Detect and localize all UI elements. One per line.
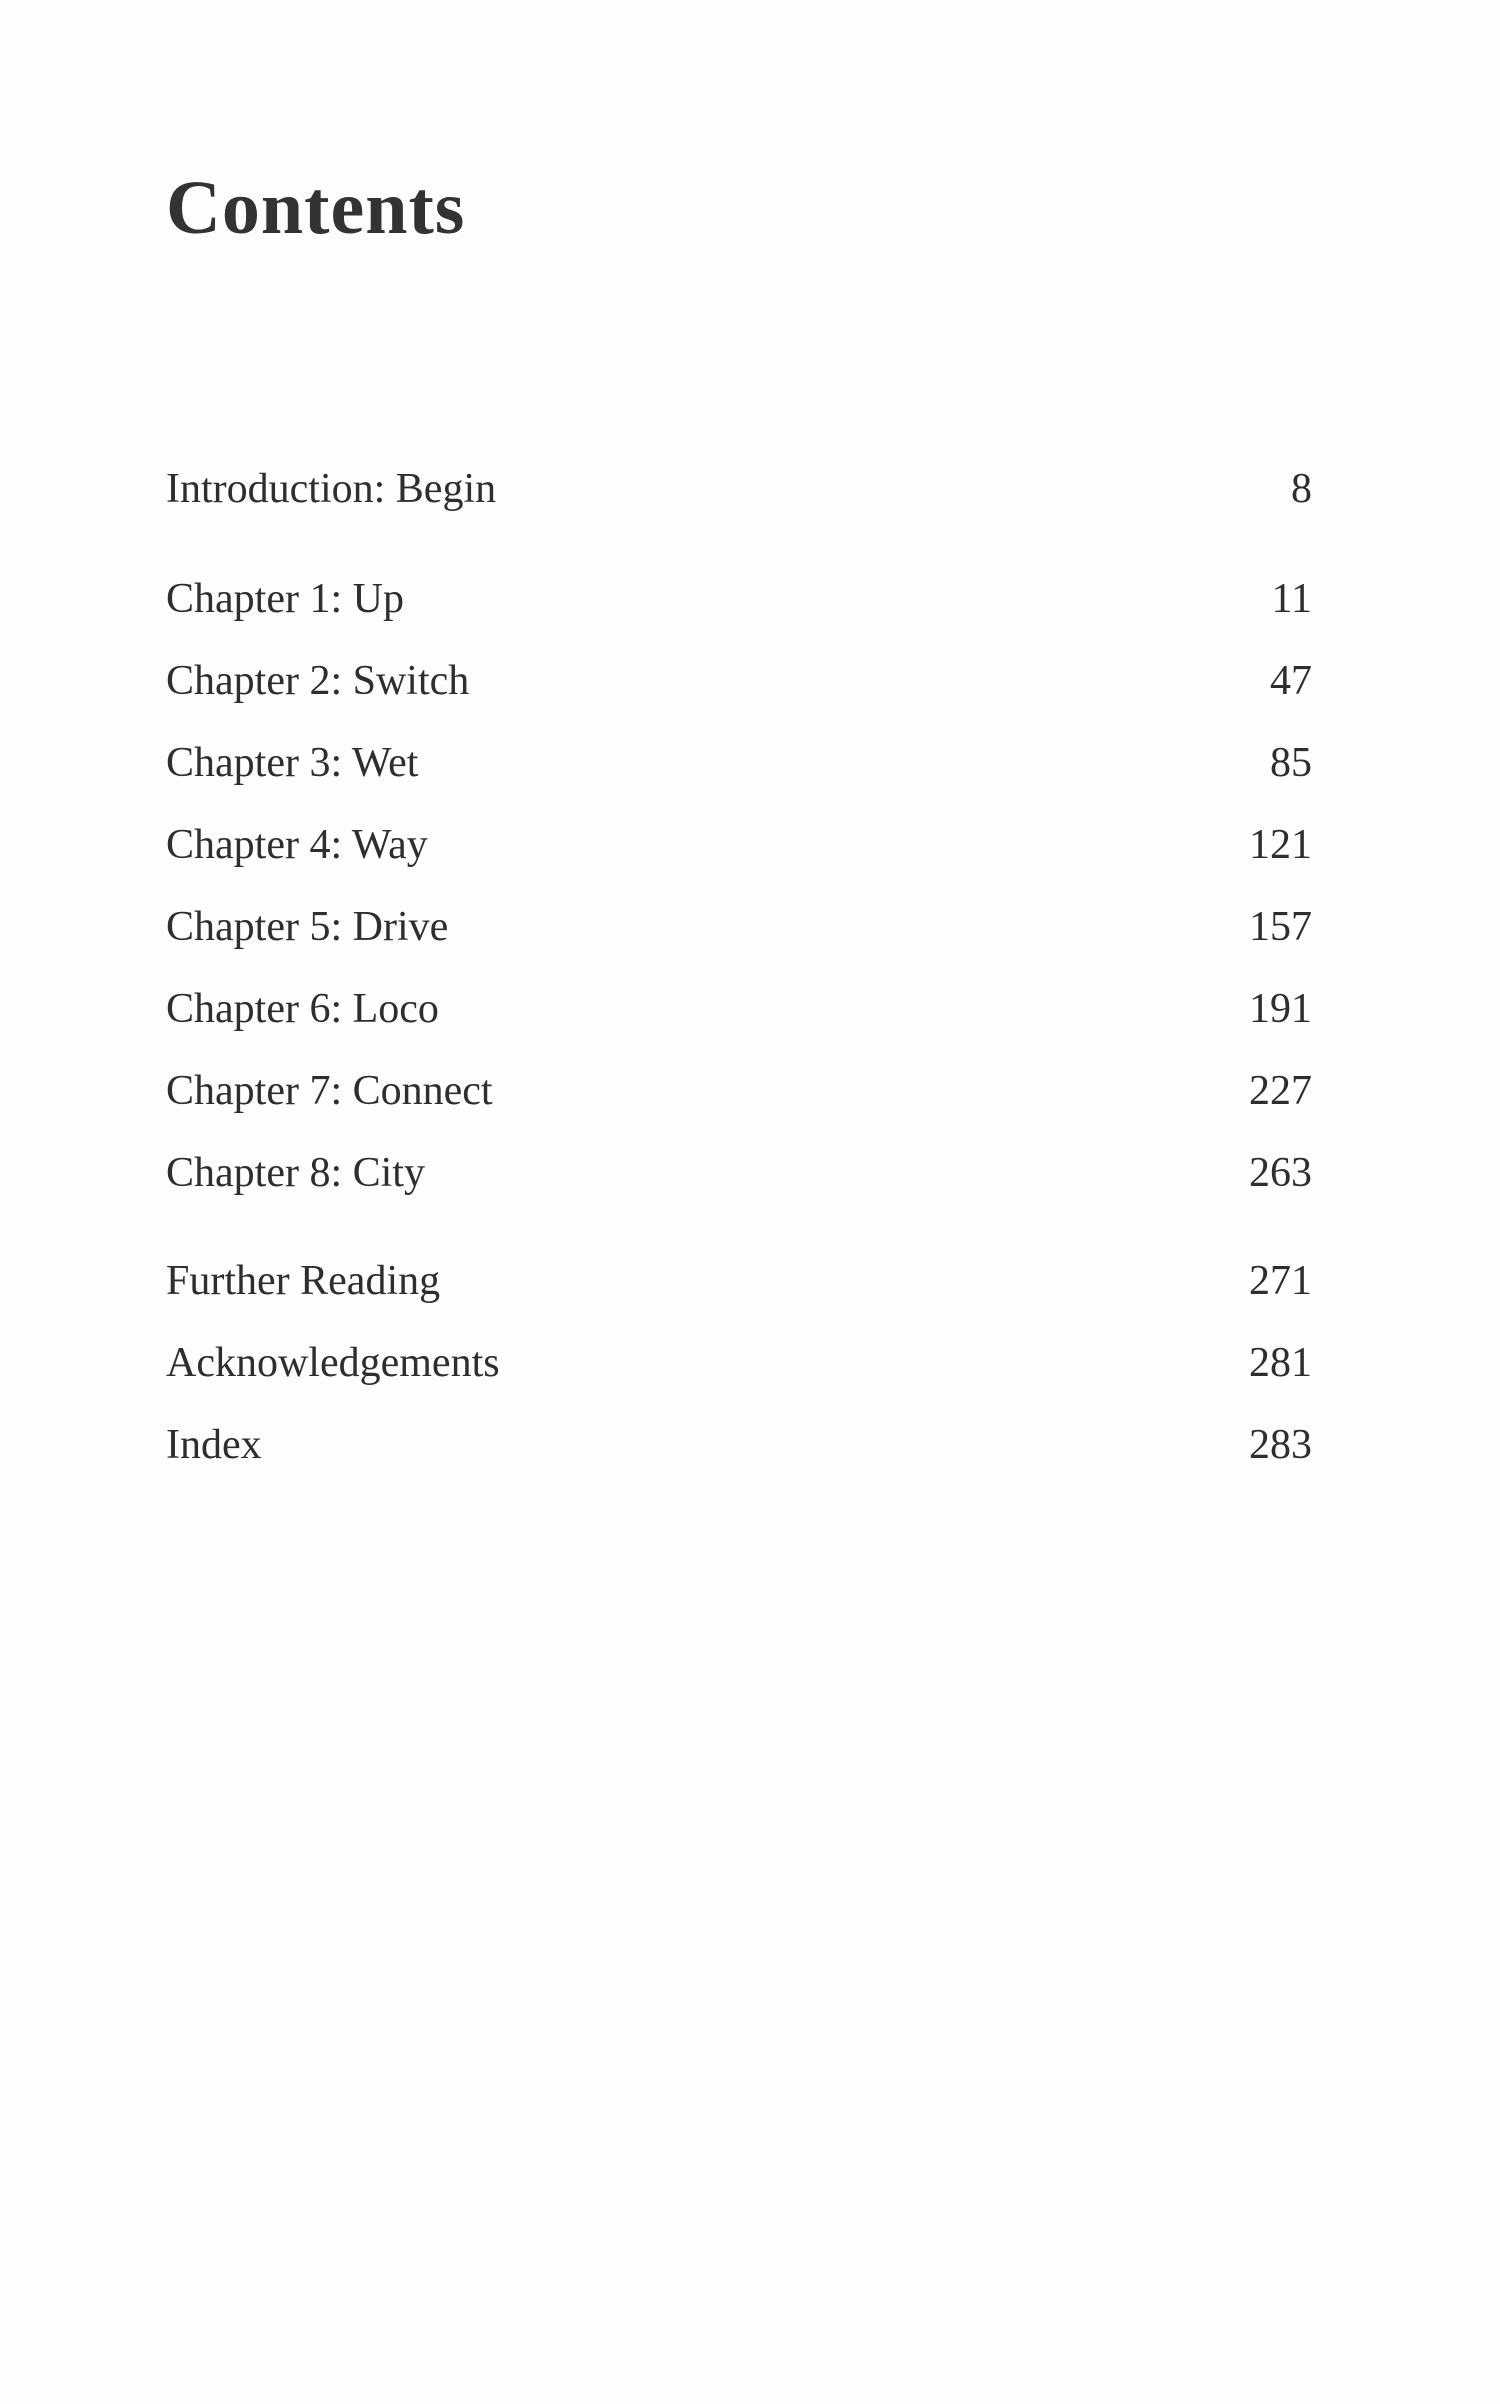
toc-entry-label: Chapter 4: Way [166,822,428,868]
toc-entry-label: Chapter 5: Drive [166,904,449,950]
toc-entry-chapter-6 [166,968,1312,1050]
toc-entry-label: Acknowledgements [166,1340,500,1386]
toc-entry-index [166,1404,1312,1486]
toc-entry-chapter-1 [166,558,1312,640]
toc-entry-acknowledgements [166,1322,1312,1404]
toc-entry-chapter-5 [166,886,1312,968]
toc-entry-chapter-4 [166,804,1312,886]
toc-entry-chapter-3 [166,722,1312,804]
toc-entry-page-number: 47 [1270,658,1312,704]
toc-entry-label: Chapter 1: Up [166,576,404,622]
toc-entry-introduction [166,448,1312,530]
toc-introduction-group [166,448,1312,530]
toc-entry-chapter-2 [166,640,1312,722]
toc-entry-further-reading [166,1240,1312,1322]
toc-chapters-group [166,558,1312,1214]
toc-entry-page-number: 271 [1249,1258,1312,1304]
toc-entry-page-number: 11 [1271,576,1312,622]
toc-entry-label: Chapter 3: Wet [166,740,419,786]
toc-entry-page-number: 281 [1249,1340,1312,1386]
toc-entry-label: Chapter 8: City [166,1150,425,1196]
toc-entry-page-number: 283 [1249,1422,1312,1468]
toc-entry-page-number: 121 [1249,822,1312,868]
toc-entry-label: Chapter 2: Switch [166,658,470,704]
toc-entry-label: Chapter 6: Loco [166,986,439,1032]
toc-entry-label: Further Reading [166,1258,441,1304]
toc-entry-page-number: 263 [1249,1150,1312,1196]
toc-entry-page-number: 191 [1249,986,1312,1032]
toc-entry-chapter-8 [166,1132,1312,1214]
toc-entry-label: Chapter 7: Connect [166,1068,493,1114]
toc-entry-chapter-7 [166,1050,1312,1132]
toc-entry-label: Introduction: Begin [166,466,497,512]
toc-back-matter-group [166,1240,1312,1486]
toc-entry-page-number: 8 [1291,466,1312,512]
toc-entry-page-number: 85 [1270,740,1312,786]
toc-entry-page-number: 157 [1249,904,1312,950]
toc-entry-label: Index [166,1422,262,1468]
page-title: Contents [166,166,466,250]
toc-entry-page-number: 227 [1249,1068,1312,1114]
